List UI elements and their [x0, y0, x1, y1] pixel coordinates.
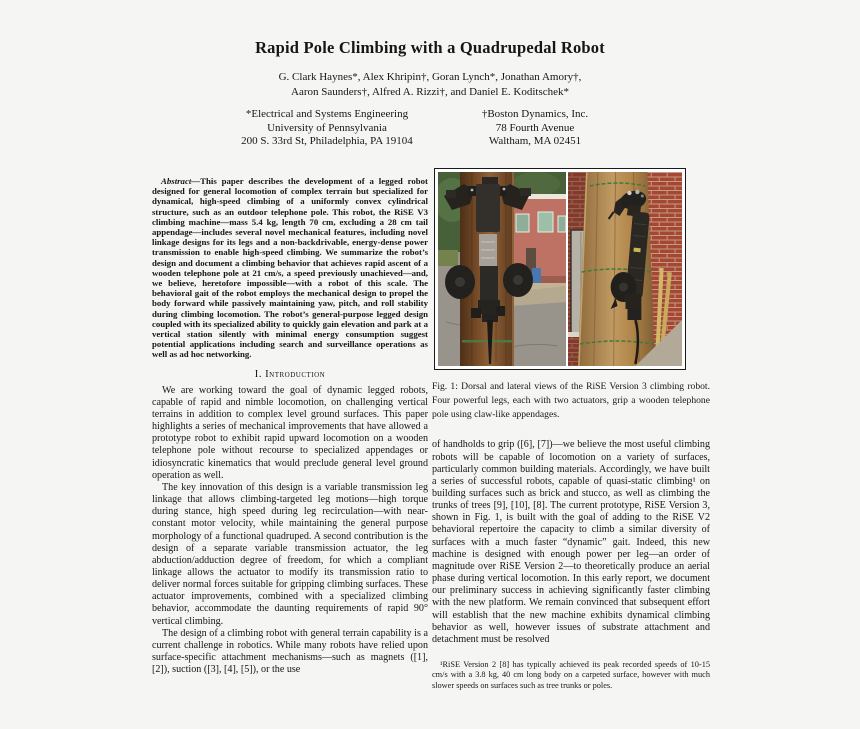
- abstract-label: Abstract—: [161, 176, 201, 186]
- paper-title: Rapid Pole Climbing with a Quadrupedal Robot: [255, 38, 605, 57]
- right-column: [432, 168, 710, 691]
- affiliation-address: 200 S. 33rd St, Philadelphia, PA 19104: [241, 135, 413, 147]
- dorsal-view-photo: [438, 172, 566, 366]
- figure-1-caption: Fig. 1: Dorsal and lateral views of the RiSE Version 3 climbing robot. Four powerful legs, each with two actuators, grip a wooden telephone pole using claw-like appendages.: [432, 381, 710, 420]
- figure-1: [434, 168, 686, 370]
- affiliation-boston-dynamics: [425, 108, 645, 149]
- affiliation-dept: *Electrical and Systems Engineering: [245, 108, 409, 120]
- intro-paragraph-1: We are working toward the goal of dynamic legged robots, capable of rapid and nimble locomotion, on challenging vertical terrains in addition to complex level ground surfaces. This paper highlights a series of mechanical improvements that have allowed a prototype robot to exhibit rapid upward locomotion on a wooden telephone pole without recourse to specialized appendages or idiosyncratic kinematics that would preclude general level ground operation as well.: [152, 384, 428, 481]
- affiliation-street: 78 Fourth Avenue: [495, 121, 575, 134]
- figure-1-photo-pair: [438, 172, 682, 366]
- continuation-paragraph: of handholds to grip ([6], [7])—we believe the most useful climbing robots will be capable of locomotion on a variety of surfaces, particularly common building materials. Accordingly, we have built a series of successful robots, capable of quasi-static climbing¹ on building surfaces such as brick and stucco, as well as climbing the trunks of trees [9], [10], [8]. The current prototype, RiSE Version 3, shown in Fig. 1, is built with the goal of adding to the RiSE V2 behavioral repertoire the capacity to climb a similar diversity of surfaces with a much faster “dynamic” gait. Indeed, this new machine is designed with enough power per leg—an order of magnitude over RiSE Version 2—to theoretically produce an aerial phase during vertical locomotion. In this early report, we document our preliminary success in achieving significantly faster climbing with the new platform. We remain convinced that subsequent effort will establish that the new machine exhibits dynamical climbing behavior as well, however issues of substrate attachment and detachment must be resolved: [432, 439, 710, 645]
- grass-strip: [438, 250, 458, 266]
- affiliation-city: Waltham, MA 02451: [488, 135, 582, 147]
- footnote-1: ¹RiSE Version 2 [8] has typically achieved its peak recorded speeds of 10-15 cm/s with a 3.8 kg, 40 cm long body on a carpeted surface, however with much slower speeds on surfaces such as tree trunks or poles.: [432, 660, 710, 690]
- abstract-text: This paper describes the development of a legged robot designed for general locomotion of complex terrain but specialized for dynamical, high-speed climbing of a uniformly convex cylindrical structure, such as an outdoor telephone pole. This robot, the RiSE V3 climbing machine—mass 5.4 kg, length 70 cm, excluding a 28 cm tail appendage—includes several novel mechanical features, including novel linkage designs for its legs and a non-backdrivable, energy-dense power transmission to enable high-speed climbing. We summarize the robot’s design and document a climbing behavior that achieves rapid ascent of a wooden telephone pole at 21 cm/s, a speed previously unachieved—and, we believe, heretofore impossible—with a robot of this scale. The behavioral gait of the robot employs the mechanical design to propel the body forward while passively maintaining yaw, pitch, and roll stability during climbing locomotion. The robot’s general-purpose legged design coupled with its specialized ability to quickly gain elevation and park at a vertical station silently with minimal energy consumption suggest potential applications including search and surveillance operations as well as ad hoc networking.: [152, 176, 428, 360]
- author-list: [0, 70, 860, 99]
- abstract: [152, 176, 428, 360]
- left-column: [152, 176, 428, 676]
- intro-paragraph-3: The design of a climbing robot with general terrain capability is a current challenge in robotics. While many robots have relied upon surface-specific attachment mechanisms—such as magnets ([1], [2]), suction ([3], [4], [5]), or the use: [152, 627, 428, 676]
- intro-paragraph-2: The key innovation of this design is a variable transmission leg linkage that allows climbing-targeted leg motions—high torque during stance, high speed during leg recirculation—with near-constant motor velocity, while maintaining the general purpose morphology of a functional quadruped. A second contribution is the design of a separate variable transmission actuator, the leg abduction/adduction degree of freedom, for which a compliant linkage allows the actuator to modify its transmission ratio to deliver normal forces suitable for gripping climbing surfaces. These actuator improvements, combined with a specialized climbing behavior, accommodate the daunting requirements of rapid 90° vertical climbing.: [152, 481, 428, 627]
- affiliation-university: University of Pennsylvania: [267, 121, 387, 134]
- section-heading-introduction: I. Introduction: [254, 368, 326, 380]
- author-line-1: G. Clark Haynes*, Alex Khripin†, Goran Lynch*, Jonathan Amory†,: [278, 71, 582, 83]
- lateral-view-photo: [568, 172, 682, 366]
- affiliation-company: †Boston Dynamics, Inc.: [481, 108, 589, 120]
- author-line-2: Aaron Saunders†, Alfred A. Rizzi†, and Daniel E. Koditschek*: [291, 85, 569, 98]
- blue-trash-bin: [532, 268, 541, 283]
